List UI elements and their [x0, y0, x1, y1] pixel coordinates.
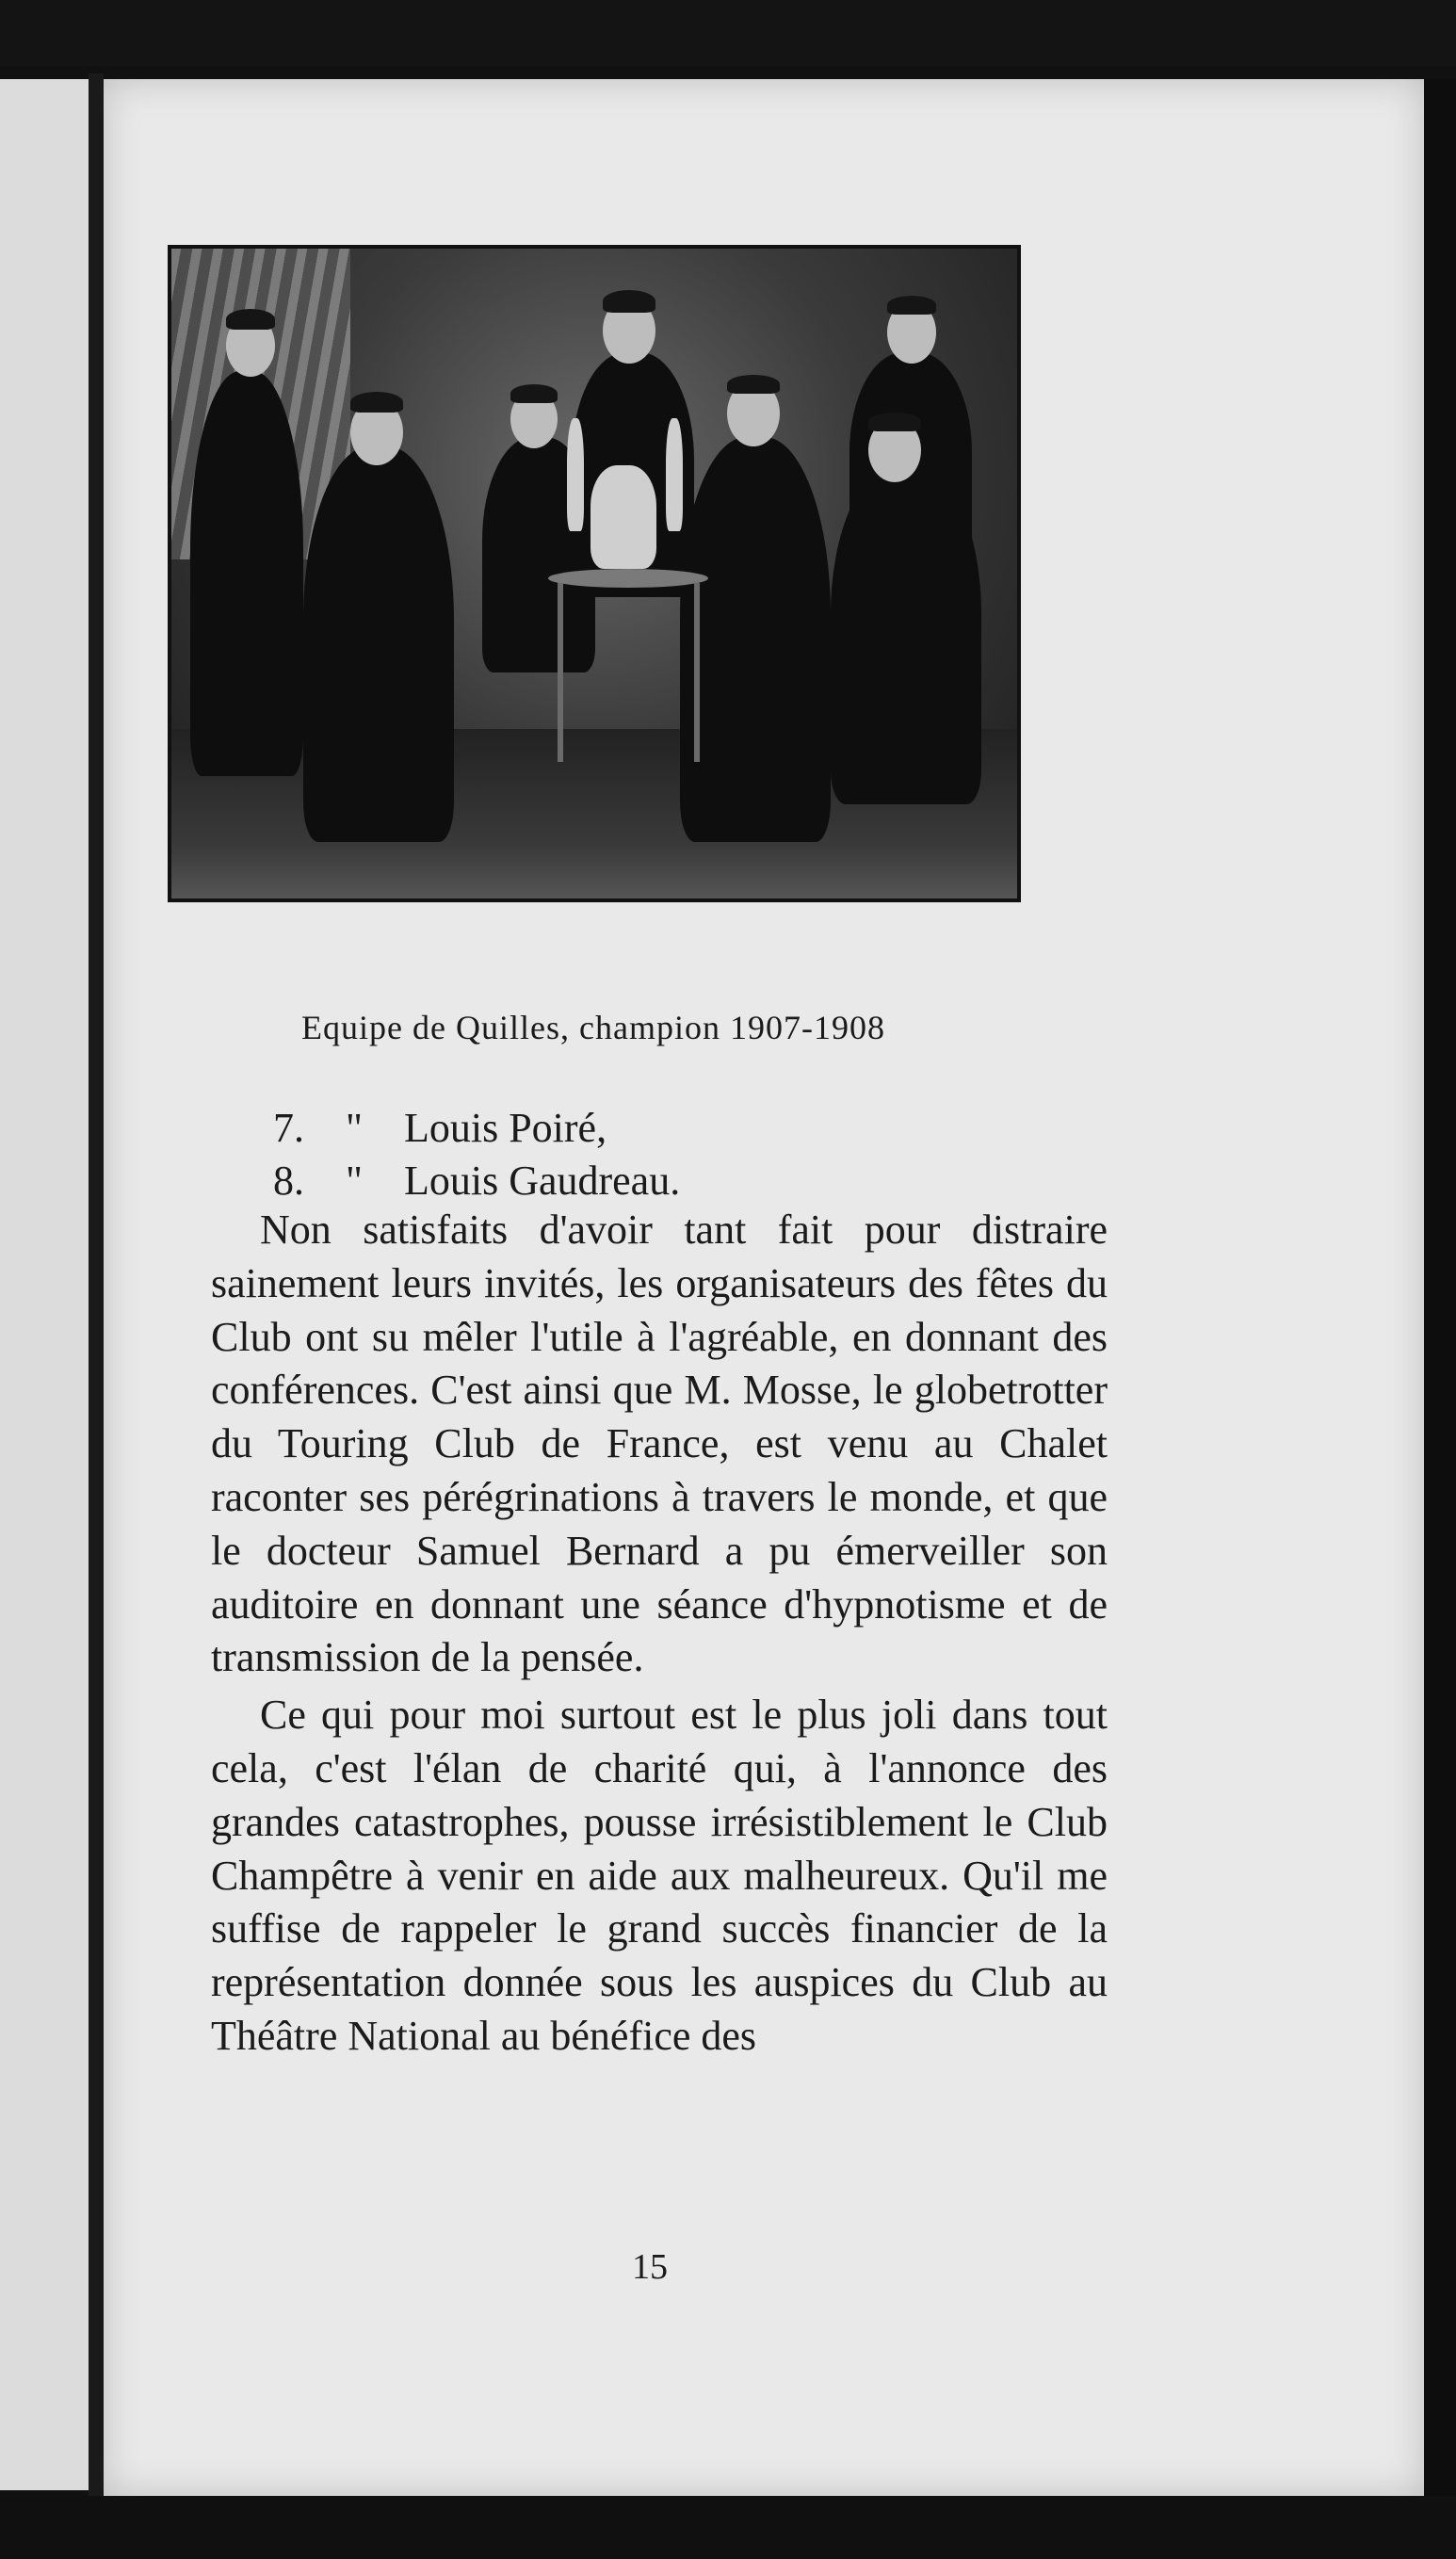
- body-text: [211, 1204, 1108, 2064]
- photo-person: [190, 371, 303, 776]
- scan-bottom-border: [0, 2496, 1456, 2559]
- scan-top-border: [0, 0, 1456, 66]
- book-gutter: [89, 73, 104, 2503]
- list-item-name: Louis Poiré,: [403, 1105, 607, 1151]
- photo-person-hair: [727, 375, 780, 394]
- photo-person-hair: [226, 309, 275, 330]
- left-page-edge: [0, 79, 89, 2490]
- photo-person-hair: [603, 290, 655, 313]
- list-item-number: 8.: [273, 1158, 304, 1204]
- photo-person: [303, 446, 454, 842]
- list-item-ditto: ": [346, 1158, 363, 1204]
- photo-person-hair: [510, 384, 558, 403]
- scan-right-border: [1424, 79, 1456, 2496]
- trophy-pin-right: [666, 418, 683, 531]
- trophy-cup: [590, 465, 656, 569]
- trophy-pin-left: [567, 418, 584, 531]
- paragraph-charity: Ce qui pour moi surtout est le plus joli dans tout cela, c'est l'élan de charité qui, à l'annonce des grandes catastrophes, pousse irrésistiblement le Club Champêtre à venir en aide aux malheureux. Qu'il me suffise de rappeler le grand succès financier de la représentation donnée sous les auspices du Club au Théâtre National au bénéfice des: [211, 1692, 1108, 2059]
- page-number: 15: [632, 2247, 668, 2287]
- list-item: [273, 1157, 680, 1205]
- photo-table-leg: [558, 583, 563, 762]
- list-item-name: Louis Gaudreau.: [403, 1158, 681, 1204]
- photo-table-leg: [694, 583, 700, 762]
- photo-person-hair: [350, 392, 403, 413]
- list-item: [273, 1104, 607, 1152]
- list-item-number: 7.: [273, 1105, 304, 1151]
- photo-caption: Equipe de Quilles, champion 1907-1908: [301, 1009, 885, 1046]
- photo-person: [680, 437, 831, 842]
- photo-table: [548, 569, 708, 588]
- team-photograph: [168, 245, 1021, 902]
- paragraph-conferences: Non satisfaits d'avoir tant fait pour distraire sainement leurs invités, les organisateurs des fêtes du Club ont su mêler l'utile à l'agréable, en donnant des conférences. C'est ainsi que M. Mosse, le globetrotter du Touring Club de France, est venu au Chalet raconter ses pérégrinations à travers le monde, et que le docteur Samuel Bernard a pu émerveiller son auditoire en donnant une séance d'hypnotisme et de transmission de la pensée.: [211, 1207, 1108, 1681]
- photo-person-hair: [887, 296, 936, 315]
- photo-person: [831, 465, 981, 804]
- list-item-ditto: ": [346, 1105, 363, 1151]
- photo-person-hair: [868, 413, 921, 431]
